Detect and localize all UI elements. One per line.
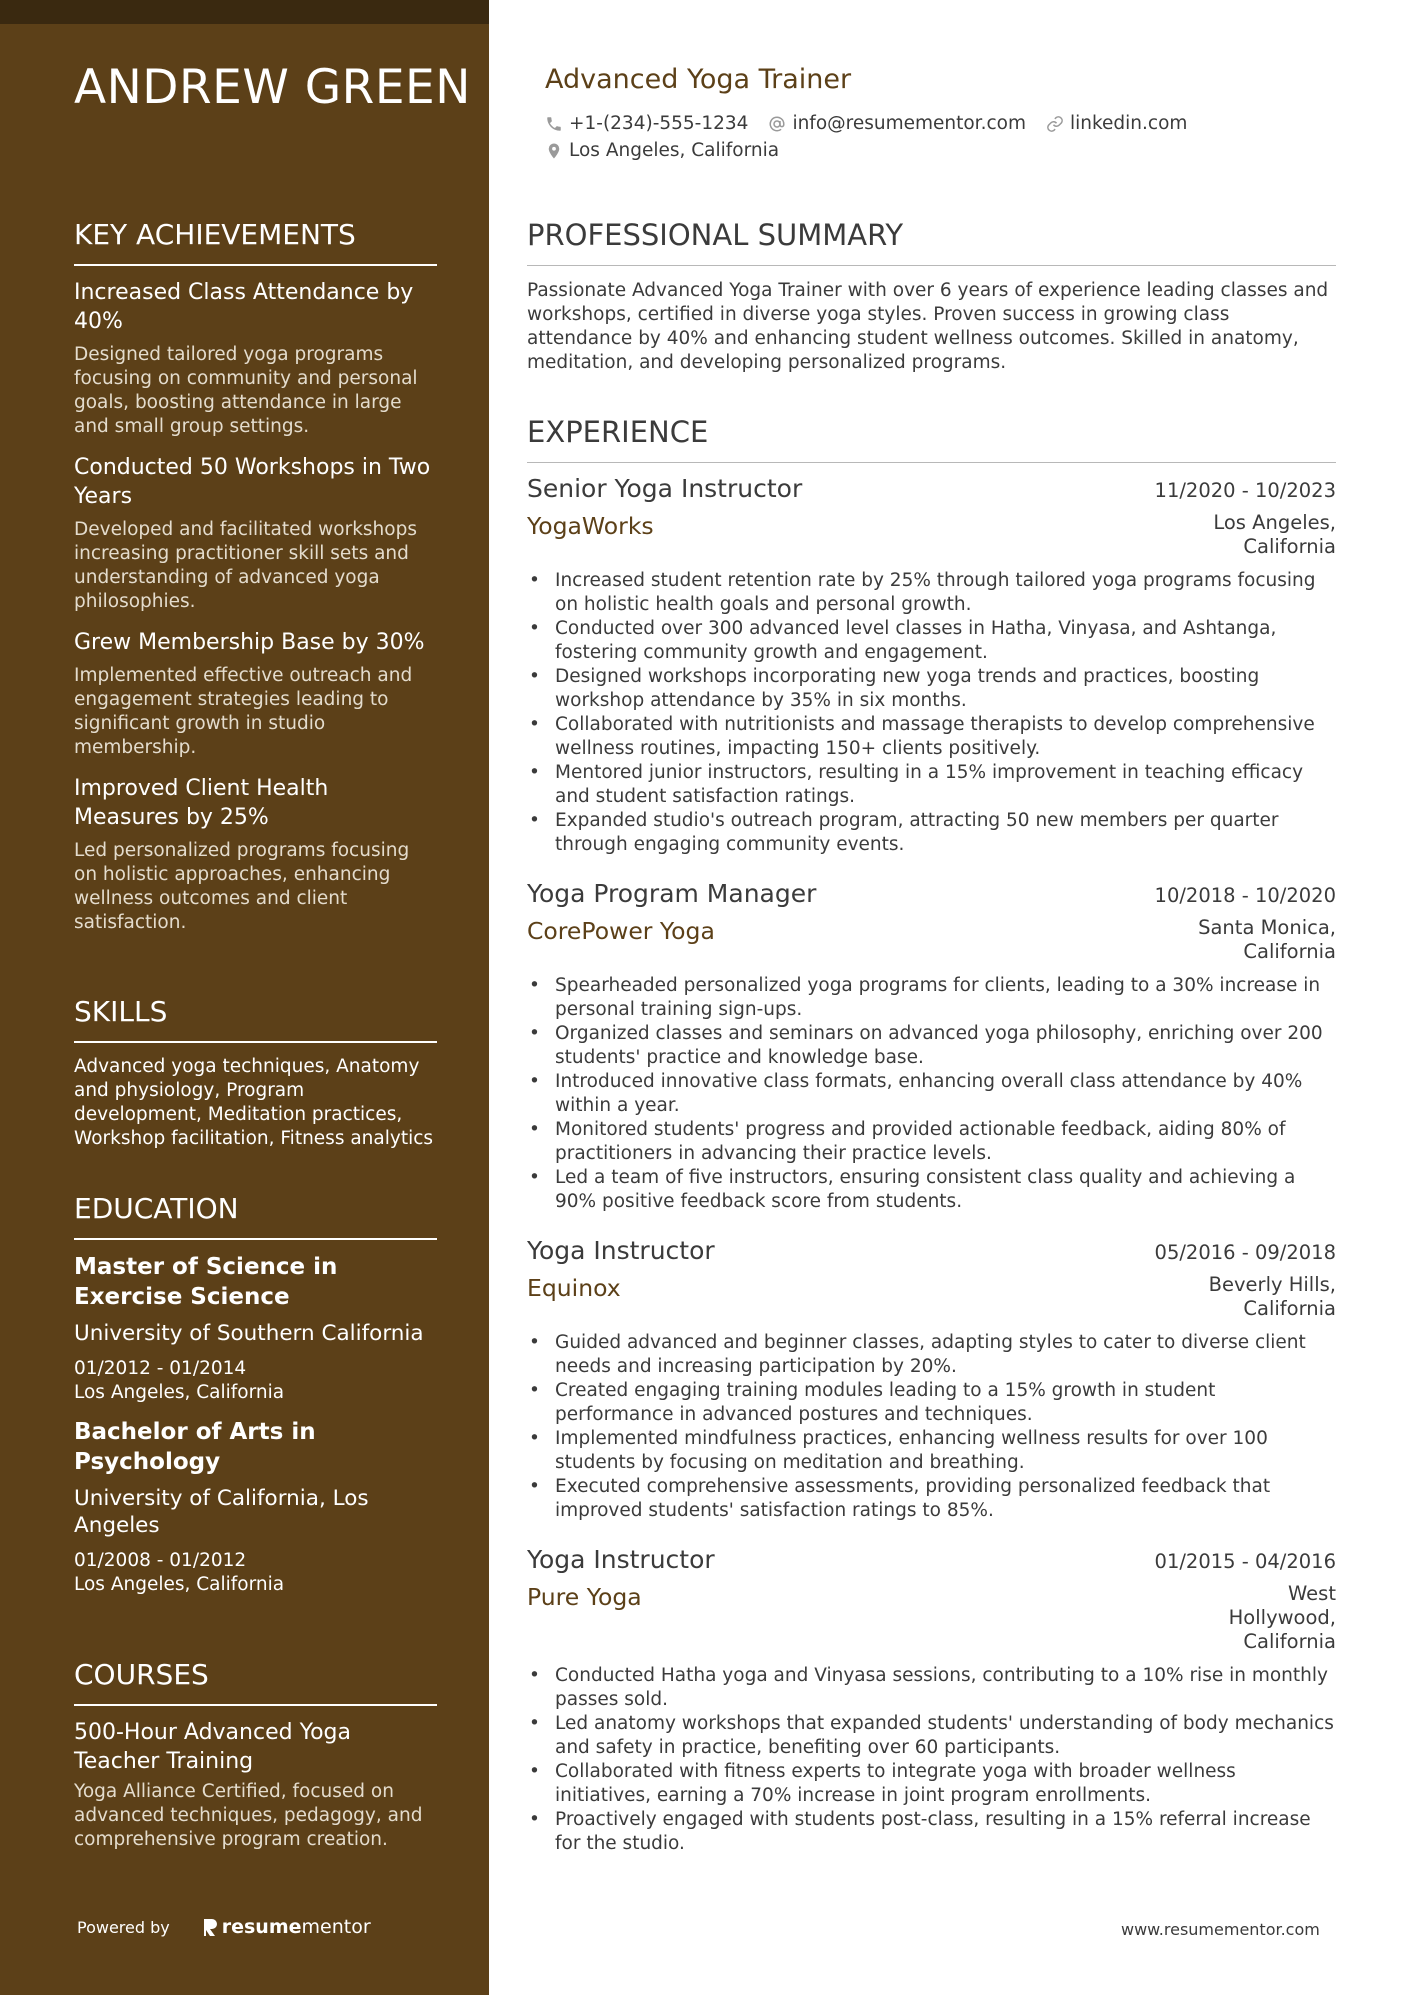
job-position: Yoga Instructor	[527, 1545, 715, 1574]
job-dates: 05/2016 - 09/2018	[1154, 1241, 1336, 1264]
job-bullet: • Led anatomy workshops that expanded students' understanding of body mechanics and safety in practice, benefiting over 60 participants.	[527, 1712, 1336, 1760]
job-company: YogaWorks	[527, 512, 654, 540]
education-location: Los Angeles, California	[74, 1381, 285, 1403]
job-company: CorePower Yoga	[527, 917, 715, 945]
job-bullet: • Collaborated with nutritionists and massage therapists to develop comprehensive wellness routines, impacting 150+ clients positively.	[527, 713, 1336, 761]
course-item	[74, 1718, 437, 1852]
job-bullets	[527, 974, 1336, 1214]
link-icon	[1046, 115, 1064, 133]
achievement-title: Grew Membership Base by 30%	[74, 629, 425, 655]
job-location: Santa Monica, California	[1198, 916, 1336, 963]
job-bullet: • Designed workshops incorporating new yoga trends and practices, boosting workshop attendance by 35% in six months.	[527, 665, 1336, 713]
location-text: Los Angeles, California	[569, 140, 780, 161]
education-dates: 01/2008 - 01/2012	[74, 1549, 247, 1571]
job-bullet: • Proactively engaged with students post-class, resulting in a 15% referral increase for the studio.	[527, 1808, 1336, 1856]
job-entry	[527, 1544, 1336, 1856]
footer-url[interactable]: www.resumementor.com	[1121, 1920, 1320, 1939]
achievement-desc: Designed tailored yoga programs focusing on community and personal goals, boosting attendance in large and small group settings.	[74, 343, 418, 437]
education-school: University of Southern California	[74, 1320, 424, 1346]
achievements-section	[74, 218, 437, 949]
skills-list: Advanced yoga techniques, Anatomy and physiology, Program development, Meditation practices, Workshop facilitation, Fitness analytics	[74, 1055, 434, 1149]
course-title: 500-Hour Advanced Yoga Teacher Training	[74, 1719, 351, 1774]
job-bullet: • Created engaging training modules leading to a 15% growth in student performance in advanced postures and techniques.	[527, 1379, 1336, 1427]
contact-location-row	[545, 140, 799, 161]
job-bullet: • Mentored junior instructors, resulting in a 15% improvement in teaching efficacy and student satisfaction ratings.	[527, 761, 1336, 809]
achievement-title: Conducted 50 Workshops in Two Years	[74, 454, 431, 509]
job-bullet: • Introduced innovative class formats, enhancing overall class attendance by 40% within a year.	[527, 1070, 1336, 1118]
job-location: Beverly Hills, California	[1208, 1273, 1336, 1320]
resumementor-logo[interactable]	[202, 1916, 371, 1938]
experience-heading: EXPERIENCE	[527, 415, 1336, 463]
achievement-item	[74, 453, 437, 614]
job-bullet: • Guided advanced and beginner classes, adapting styles to cater to diverse client needs and increasing participation by 20%.	[527, 1331, 1336, 1379]
sidebar-top-band	[0, 0, 489, 24]
job-dates: 10/2018 - 10/2020	[1154, 884, 1336, 907]
achievements-heading: KEY ACHIEVEMENTS	[74, 218, 437, 266]
headline-job-title: Advanced Yoga Trainer	[545, 64, 852, 95]
sidebar	[0, 0, 489, 1995]
candidate-name: ANDREW GREEN	[74, 60, 471, 115]
job-bullet: • Organized classes and seminars on advanced yoga philosophy, enriching over 200 students' practice and knowledge base.	[527, 1022, 1336, 1070]
education-heading: EDUCATION	[74, 1192, 437, 1240]
education-item	[74, 1252, 437, 1405]
job-bullet: • Executed comprehensive assessments, providing personalized feedback that improved students' satisfaction ratings to 85%.	[527, 1475, 1336, 1523]
job-bullets	[527, 569, 1336, 857]
powered-by-label: Powered by	[77, 1917, 170, 1937]
achievement-desc: Implemented effective outreach and engagement strategies leading to significant growth in studio membership.	[74, 664, 413, 758]
education-location: Los Angeles, California	[74, 1573, 285, 1595]
job-position: Yoga Program Manager	[527, 879, 817, 908]
job-bullets	[527, 1664, 1336, 1856]
achievement-desc: Led personalized programs focusing on holistic approaches, enhancing wellness outcomes and client satisfaction.	[74, 839, 410, 933]
achievement-item	[74, 628, 437, 760]
education-meta	[74, 1357, 437, 1405]
summary-section	[527, 218, 1336, 375]
job-company: Equinox	[527, 1274, 621, 1302]
education-section	[74, 1192, 437, 1609]
job-dates: 01/2015 - 04/2016	[1154, 1550, 1336, 1573]
job-dates: 11/2020 - 10/2023	[1154, 479, 1336, 502]
job-position: Yoga Instructor	[527, 1236, 715, 1265]
achievement-title: Increased Class Attendance by 40%	[74, 279, 414, 334]
job-bullet: • Implemented mindfulness practices, enhancing wellness results for over 100 students by focusing on meditation and breathing.	[527, 1427, 1336, 1475]
location-pin-icon	[545, 142, 563, 160]
achievement-item	[74, 774, 437, 935]
job-bullet: • Conducted over 300 advanced level classes in Hatha, Vinyasa, and Ashtanga, fostering community growth and engagement.	[527, 617, 1336, 665]
job-company: Pure Yoga	[527, 1583, 642, 1611]
contact-phone[interactable]	[545, 113, 748, 134]
education-degree: Master of Science in Exercise Science	[74, 1253, 338, 1310]
powered-by	[77, 1916, 371, 1938]
job-location: Los Angeles, California	[1213, 511, 1336, 558]
education-dates: 01/2012 - 01/2014	[74, 1357, 247, 1379]
logo-text-bold: resume	[221, 1916, 302, 1938]
experience-section	[527, 415, 1336, 476]
job-entry	[527, 878, 1336, 1214]
job-bullet: • Collaborated with fitness experts to integrate yoga with broader wellness initiatives, earning a 70% increase in joint program enrollments.	[527, 1760, 1336, 1808]
job-location: West Hollywood, California	[1228, 1582, 1336, 1653]
at-icon	[768, 115, 786, 133]
education-meta	[74, 1549, 437, 1597]
skills-heading: SKILLS	[74, 995, 437, 1043]
summary-heading: PROFESSIONAL SUMMARY	[527, 218, 1336, 266]
contact-row	[545, 113, 1207, 134]
logo-text-regular: mentor	[301, 1916, 371, 1938]
job-bullet: • Led a team of five instructors, ensuring consistent class quality and achieving a 90% positive feedback score from students.	[527, 1166, 1336, 1214]
job-position: Senior Yoga Instructor	[527, 474, 803, 503]
email-text: info@resumementor.com	[792, 113, 1026, 134]
job-bullets	[527, 1331, 1336, 1523]
contact-location	[545, 140, 779, 161]
courses-heading: COURSES	[74, 1658, 437, 1706]
job-entry	[527, 473, 1336, 857]
job-bullet: • Expanded studio's outreach program, attracting 50 new members per quarter through engaging community events.	[527, 809, 1336, 857]
job-bullet: • Monitored students' progress and provided actionable feedback, aiding 80% of practitioners in advancing their practice levels.	[527, 1118, 1336, 1166]
achievement-desc: Developed and facilitated workshops increasing practitioner skill sets and understanding of advanced yoga philosophies.	[74, 518, 417, 612]
skills-section	[74, 995, 437, 1151]
courses-section	[74, 1658, 437, 1852]
achievement-title: Improved Client Health Measures by 25%	[74, 775, 329, 830]
education-school: University of California, Los Angeles	[74, 1485, 369, 1538]
contact-linkedin[interactable]	[1046, 113, 1187, 134]
job-bullet: • Spearheaded personalized yoga programs for clients, leading to a 30% increase in personal training sign-ups.	[527, 974, 1336, 1022]
job-entry	[527, 1235, 1336, 1523]
phone-text: +1-(234)-555-1234	[569, 113, 749, 134]
job-bullet: • Conducted Hatha yoga and Vinyasa sessions, contributing to a 10% rise in monthly passes sold.	[527, 1664, 1336, 1712]
summary-text: Passionate Advanced Yoga Trainer with over 6 years of experience leading classes and workshops, certified in diverse yoga styles. Proven success in growing class attendance by 40% and enhancing student wellness outcomes. Skilled in anatomy, meditation, and developing personalized programs.	[527, 279, 1329, 373]
contact-email[interactable]	[768, 113, 1026, 134]
achievement-item	[74, 278, 437, 439]
phone-icon	[545, 115, 563, 133]
logo-icon	[202, 1917, 218, 1937]
job-bullet: • Increased student retention rate by 25% through tailored yoga programs focusing on holistic health goals and personal growth.	[527, 569, 1336, 617]
linkedin-text: linkedin.com	[1069, 113, 1188, 134]
course-desc: Yoga Alliance Certified, focused on advanced techniques, pedagogy, and comprehensive program creation.	[74, 1780, 423, 1850]
education-degree: Bachelor of Arts in Psychology	[74, 1418, 316, 1475]
education-item	[74, 1417, 437, 1597]
